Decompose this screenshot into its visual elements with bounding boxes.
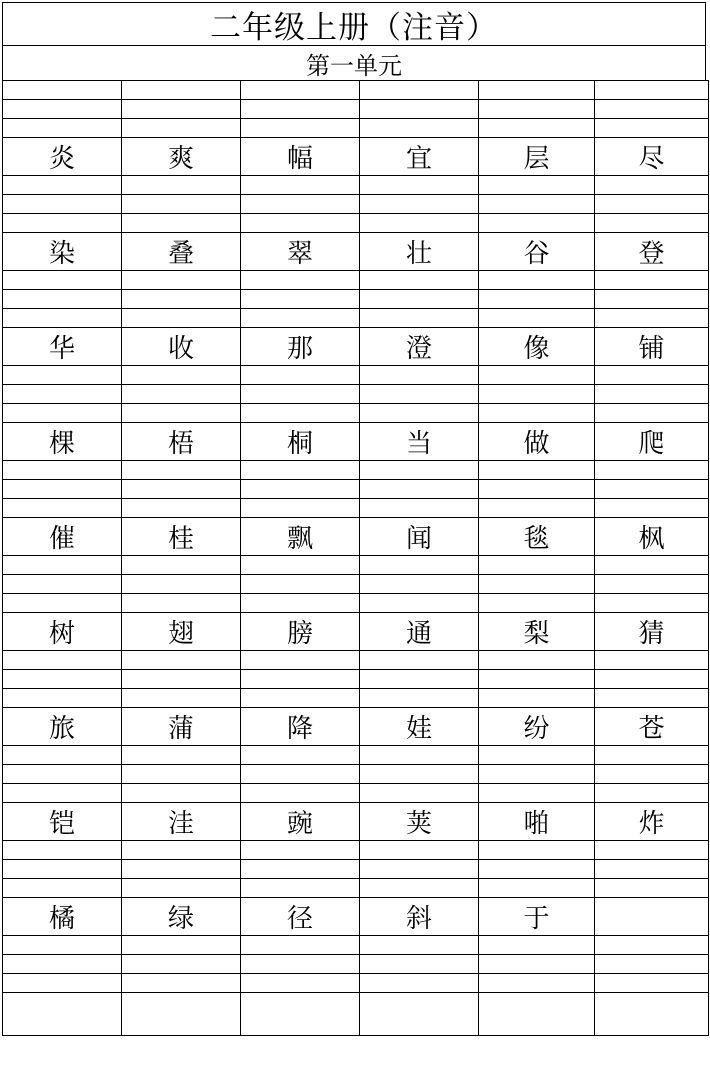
character-cell: 旅 [3,708,122,746]
pinyin-cell[interactable] [595,404,709,423]
pinyin-cell[interactable] [595,81,709,100]
character-cell: 娃 [360,708,479,746]
pinyin-cell[interactable] [360,480,479,499]
pinyin-cell[interactable] [122,480,241,499]
pinyin-cell[interactable] [3,404,122,423]
pinyin-cell[interactable] [3,670,122,689]
pinyin-cell[interactable] [241,404,360,423]
pinyin-row [3,100,709,119]
character-cell: 谷 [479,233,595,271]
pinyin-cell[interactable] [479,936,595,955]
pinyin-cell[interactable] [595,214,709,233]
pinyin-cell[interactable] [595,841,709,860]
pinyin-cell[interactable] [241,461,360,480]
pinyin-row [3,195,709,214]
pinyin-row [3,689,709,708]
pinyin-row [3,993,709,1036]
pinyin-cell[interactable] [479,385,595,404]
pinyin-cell[interactable] [360,366,479,385]
pinyin-cell[interactable] [595,309,709,328]
character-row [3,138,709,176]
pinyin-cell[interactable] [595,651,709,670]
pinyin-cell[interactable] [122,670,241,689]
character-cell: 铺 [595,328,709,366]
pinyin-cell[interactable] [479,746,595,765]
pinyin-cell[interactable] [479,955,595,974]
pinyin-cell[interactable] [479,594,595,613]
character-row [3,518,709,556]
pinyin-cell[interactable] [122,195,241,214]
pinyin-cell[interactable] [595,993,709,1036]
pinyin-row [3,119,709,138]
character-cell: 炎 [3,138,122,176]
pinyin-row [3,936,709,955]
character-grid [2,80,709,1036]
character-row [3,613,709,651]
pinyin-row [3,214,709,233]
pinyin-cell[interactable] [122,214,241,233]
pinyin-cell[interactable] [595,499,709,518]
pinyin-row [3,176,709,195]
pinyin-cell[interactable] [241,765,360,784]
unit-heading: 第一单元 [2,45,706,81]
pinyin-cell[interactable] [122,499,241,518]
pinyin-row [3,404,709,423]
pinyin-cell[interactable] [479,119,595,138]
pinyin-cell[interactable] [241,784,360,803]
pinyin-cell[interactable] [122,993,241,1036]
pinyin-cell[interactable] [122,290,241,309]
pinyin-row [3,461,709,480]
pinyin-cell[interactable] [360,765,479,784]
pinyin-cell[interactable] [241,746,360,765]
pinyin-cell[interactable] [595,860,709,879]
pinyin-cell[interactable] [241,271,360,290]
pinyin-cell[interactable] [360,176,479,195]
pinyin-cell[interactable] [595,879,709,898]
pinyin-cell[interactable] [241,100,360,119]
pinyin-cell[interactable] [360,214,479,233]
pinyin-row [3,480,709,499]
character-cell: 枫 [595,518,709,556]
pinyin-cell[interactable] [241,499,360,518]
pinyin-cell[interactable] [3,119,122,138]
pinyin-cell[interactable] [595,974,709,993]
pinyin-cell[interactable] [360,841,479,860]
pinyin-cell[interactable] [479,575,595,594]
pinyin-cell[interactable] [360,385,479,404]
pinyin-cell[interactable] [3,309,122,328]
character-cell: 华 [3,328,122,366]
character-cell: 那 [241,328,360,366]
pinyin-cell[interactable] [122,746,241,765]
pinyin-cell[interactable] [595,176,709,195]
pinyin-cell[interactable] [241,81,360,100]
character-cell: 树 [3,613,122,651]
pinyin-cell[interactable] [595,689,709,708]
character-cell: 催 [3,518,122,556]
character-cell: 豌 [241,803,360,841]
pinyin-cell[interactable] [3,366,122,385]
character-cell: 幅 [241,138,360,176]
pinyin-row [3,499,709,518]
character-cell: 飘 [241,518,360,556]
pinyin-cell[interactable] [360,461,479,480]
pinyin-cell[interactable] [595,480,709,499]
pinyin-cell[interactable] [241,290,360,309]
pinyin-cell[interactable] [122,575,241,594]
pinyin-cell[interactable] [3,841,122,860]
pinyin-cell[interactable] [241,309,360,328]
character-cell: 像 [479,328,595,366]
pinyin-cell[interactable] [3,290,122,309]
character-cell: 宜 [360,138,479,176]
pinyin-cell[interactable] [595,461,709,480]
character-cell: 炸 [595,803,709,841]
pinyin-cell[interactable] [595,100,709,119]
character-cell: 梨 [479,613,595,651]
pinyin-cell[interactable] [479,784,595,803]
pinyin-cell[interactable] [3,556,122,575]
pinyin-cell[interactable] [122,765,241,784]
pinyin-cell[interactable] [3,955,122,974]
character-cell: 橘 [3,898,122,936]
character-row [3,898,709,936]
character-cell: 啪 [479,803,595,841]
pinyin-cell[interactable] [3,81,122,100]
pinyin-cell[interactable] [3,860,122,879]
character-cell: 做 [479,423,595,461]
pinyin-cell[interactable] [360,651,479,670]
pinyin-cell[interactable] [122,651,241,670]
pinyin-cell[interactable] [479,176,595,195]
pinyin-cell[interactable] [479,404,595,423]
pinyin-cell[interactable] [595,784,709,803]
pinyin-row [3,974,709,993]
pinyin-cell[interactable] [360,195,479,214]
pinyin-row [3,366,709,385]
pinyin-cell[interactable] [595,556,709,575]
pinyin-cell[interactable] [122,119,241,138]
pinyin-cell[interactable] [241,993,360,1036]
pinyin-row [3,594,709,613]
pinyin-cell[interactable] [241,860,360,879]
pinyin-cell[interactable] [122,271,241,290]
pinyin-cell[interactable] [122,594,241,613]
character-cell: 爬 [595,423,709,461]
pinyin-cell[interactable] [479,271,595,290]
pinyin-cell[interactable] [3,195,122,214]
character-cell: 棵 [3,423,122,461]
character-cell: 收 [122,328,241,366]
pinyin-cell[interactable] [479,366,595,385]
character-cell: 膀 [241,613,360,651]
pinyin-cell[interactable] [3,385,122,404]
character-cell: 斜 [360,898,479,936]
pinyin-cell[interactable] [595,746,709,765]
pinyin-cell[interactable] [360,81,479,100]
pinyin-row [3,955,709,974]
pinyin-cell[interactable] [122,404,241,423]
pinyin-cell[interactable] [360,100,479,119]
pinyin-cell[interactable] [3,461,122,480]
character-cell: 铠 [3,803,122,841]
pinyin-cell[interactable] [241,575,360,594]
character-cell: 当 [360,423,479,461]
pinyin-cell[interactable] [3,784,122,803]
worksheet-title: 二年级上册（注音） [2,2,706,46]
character-cell: 荚 [360,803,479,841]
pinyin-cell[interactable] [360,556,479,575]
character-cell: 染 [3,233,122,271]
pinyin-cell[interactable] [360,594,479,613]
pinyin-cell[interactable] [122,955,241,974]
pinyin-cell[interactable] [595,385,709,404]
character-cell: 通 [360,613,479,651]
pinyin-cell[interactable] [122,100,241,119]
pinyin-cell[interactable] [122,461,241,480]
character-cell: 桂 [122,518,241,556]
pinyin-cell[interactable] [479,214,595,233]
character-cell: 降 [241,708,360,746]
character-cell: 梧 [122,423,241,461]
character-cell: 蒲 [122,708,241,746]
character-cell [595,898,709,936]
pinyin-cell[interactable] [360,860,479,879]
pinyin-cell[interactable] [479,841,595,860]
pinyin-cell[interactable] [479,499,595,518]
character-cell: 闻 [360,518,479,556]
character-row [3,328,709,366]
pinyin-cell[interactable] [479,81,595,100]
pinyin-cell[interactable] [122,974,241,993]
pinyin-cell[interactable] [595,670,709,689]
character-cell: 登 [595,233,709,271]
pinyin-cell[interactable] [3,651,122,670]
pinyin-cell[interactable] [479,860,595,879]
pinyin-row [3,290,709,309]
pinyin-cell[interactable] [3,746,122,765]
pinyin-cell[interactable] [595,195,709,214]
pinyin-cell[interactable] [479,195,595,214]
pinyin-row [3,385,709,404]
character-row [3,423,709,461]
pinyin-cell[interactable] [479,879,595,898]
pinyin-cell[interactable] [241,366,360,385]
pinyin-cell[interactable] [479,290,595,309]
pinyin-cell[interactable] [241,385,360,404]
pinyin-cell[interactable] [360,974,479,993]
pinyin-cell[interactable] [479,689,595,708]
pinyin-cell[interactable] [360,993,479,1036]
pinyin-cell[interactable] [241,651,360,670]
pinyin-cell[interactable] [360,499,479,518]
pinyin-cell[interactable] [595,119,709,138]
pinyin-cell[interactable] [122,936,241,955]
pinyin-cell[interactable] [3,499,122,518]
pinyin-cell[interactable] [360,290,479,309]
pinyin-row [3,879,709,898]
pinyin-cell[interactable] [241,594,360,613]
pinyin-cell[interactable] [3,214,122,233]
character-cell: 猜 [595,613,709,651]
pinyin-cell[interactable] [595,955,709,974]
character-cell: 苍 [595,708,709,746]
pinyin-cell[interactable] [479,993,595,1036]
pinyin-cell[interactable] [360,119,479,138]
character-row [3,708,709,746]
pinyin-row [3,81,709,100]
pinyin-cell[interactable] [360,746,479,765]
pinyin-cell[interactable] [595,575,709,594]
pinyin-cell[interactable] [3,879,122,898]
pinyin-cell[interactable] [122,784,241,803]
pinyin-cell[interactable] [3,100,122,119]
pinyin-cell[interactable] [3,575,122,594]
pinyin-cell[interactable] [360,936,479,955]
pinyin-row [3,784,709,803]
pinyin-cell[interactable] [3,936,122,955]
pinyin-cell[interactable] [122,81,241,100]
pinyin-cell[interactable] [122,689,241,708]
pinyin-row [3,670,709,689]
pinyin-cell[interactable] [122,385,241,404]
pinyin-cell[interactable] [122,309,241,328]
pinyin-cell[interactable] [3,974,122,993]
pinyin-cell[interactable] [3,271,122,290]
pinyin-row [3,309,709,328]
pinyin-row [3,556,709,575]
pinyin-cell[interactable] [241,974,360,993]
character-cell: 纷 [479,708,595,746]
pinyin-cell[interactable] [241,195,360,214]
character-cell: 翠 [241,233,360,271]
pinyin-cell[interactable] [241,955,360,974]
character-cell: 桐 [241,423,360,461]
pinyin-cell[interactable] [479,651,595,670]
pinyin-cell[interactable] [595,271,709,290]
pinyin-row [3,575,709,594]
pinyin-cell[interactable] [595,765,709,784]
pinyin-cell[interactable] [241,214,360,233]
pinyin-cell[interactable] [241,176,360,195]
character-cell: 径 [241,898,360,936]
pinyin-cell[interactable] [241,841,360,860]
pinyin-cell[interactable] [595,936,709,955]
pinyin-cell[interactable] [360,689,479,708]
character-cell: 爽 [122,138,241,176]
pinyin-cell[interactable] [3,765,122,784]
pinyin-cell[interactable] [3,689,122,708]
character-cell: 壮 [360,233,479,271]
pinyin-row [3,765,709,784]
pinyin-cell[interactable] [122,366,241,385]
pinyin-cell[interactable] [595,290,709,309]
pinyin-cell[interactable] [241,689,360,708]
pinyin-cell[interactable] [3,480,122,499]
pinyin-cell[interactable] [595,366,709,385]
character-cell: 洼 [122,803,241,841]
pinyin-cell[interactable] [122,860,241,879]
pinyin-cell[interactable] [241,119,360,138]
character-cell: 澄 [360,328,479,366]
pinyin-cell[interactable] [360,879,479,898]
pinyin-cell[interactable] [479,461,595,480]
pinyin-cell[interactable] [360,670,479,689]
pinyin-cell[interactable] [122,879,241,898]
pinyin-cell[interactable] [122,556,241,575]
pinyin-cell[interactable] [479,309,595,328]
pinyin-cell[interactable] [360,575,479,594]
character-row [3,233,709,271]
pinyin-cell[interactable] [241,936,360,955]
pinyin-cell[interactable] [595,594,709,613]
character-cell: 尽 [595,138,709,176]
pinyin-cell[interactable] [360,309,479,328]
pinyin-row [3,841,709,860]
character-cell: 层 [479,138,595,176]
character-cell: 绿 [122,898,241,936]
pinyin-cell[interactable] [241,480,360,499]
pinyin-cell[interactable] [241,556,360,575]
pinyin-cell[interactable] [479,100,595,119]
pinyin-row [3,860,709,879]
pinyin-cell[interactable] [479,974,595,993]
pinyin-cell[interactable] [360,784,479,803]
pinyin-cell[interactable] [360,955,479,974]
pinyin-row [3,746,709,765]
character-cell: 翅 [122,613,241,651]
character-cell: 叠 [122,233,241,271]
pinyin-cell[interactable] [3,594,122,613]
pinyin-cell[interactable] [122,176,241,195]
pinyin-cell[interactable] [479,670,595,689]
character-cell: 于 [479,898,595,936]
pinyin-cell[interactable] [241,670,360,689]
pinyin-cell[interactable] [360,404,479,423]
pinyin-cell[interactable] [479,765,595,784]
pinyin-row [3,651,709,670]
character-row [3,803,709,841]
pinyin-cell[interactable] [3,993,122,1036]
pinyin-cell[interactable] [479,556,595,575]
pinyin-cell[interactable] [122,841,241,860]
character-cell: 毯 [479,518,595,556]
pinyin-cell[interactable] [3,176,122,195]
pinyin-cell[interactable] [360,271,479,290]
pinyin-row [3,271,709,290]
pinyin-cell[interactable] [479,480,595,499]
pinyin-cell[interactable] [241,879,360,898]
